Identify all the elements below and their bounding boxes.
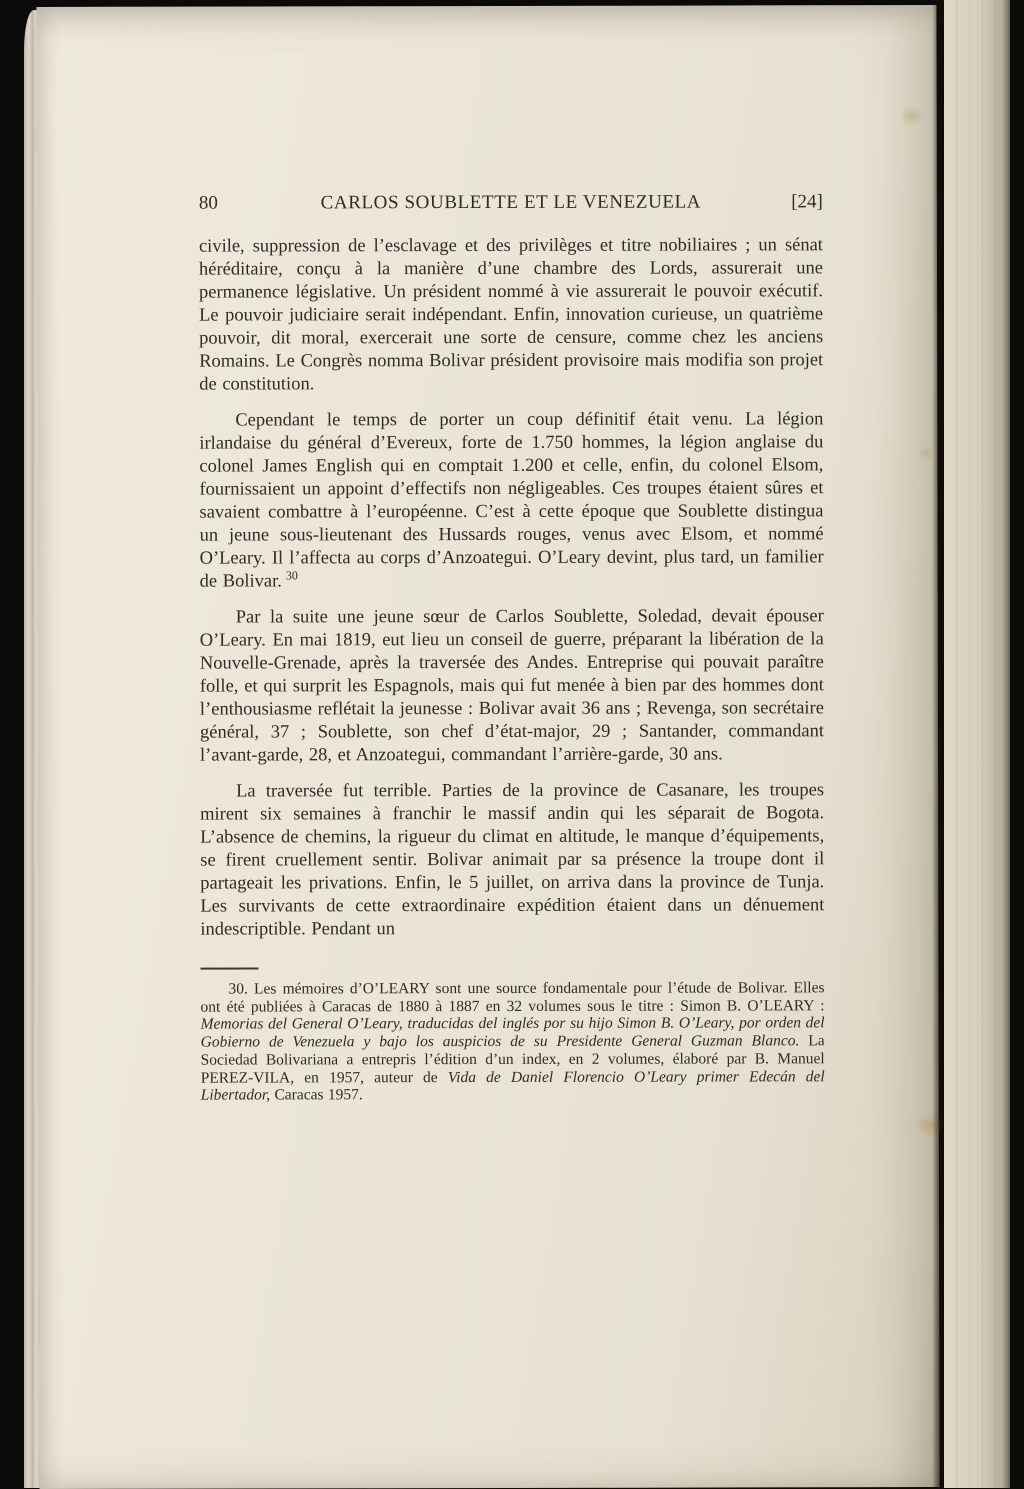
footnote-part-5: Caracas 1957. (270, 1086, 363, 1104)
footnote-part-3: La Sociedad Bolivariana a entrepris l’édition d’un index, en 2 volumes, élaboré par B. Manuel PEREZ-VILA, en 1957, auteur de (200, 1032, 825, 1087)
footnote-part-2-italic: Memorias del General O’Leary, traducidas del inglés por su hijo Simon B. O’Leary, por orden del Gobierno de Venezuela y bajo los auspicios de su Presidente General Guzman Blanco. (200, 1014, 825, 1051)
paragraph-4: La traversée fut terrible. Parties de la province de Casanare, les troupes mirent six semaines à franchir le massif andin qui les séparait de Bogota. L’absence de chemins, la rigueur du climat en altitude, le manque d’équipements, se firent cruellement sentir. Bolivar animait par sa présence la troupe dont il partageait les privations. Enfin, le 5 juillet, on arriva dans la province de Tunja. Les survivants de cette extraordinaire expédition étaient dans un dénuement indescriptible. Pendant un (200, 780, 825, 940)
paragraph-1: civile, suppression de l’esclavage et des privilèges et titre nobiliaires ; un sénat héréditaire, conçu à la manière d’une chambre des Lords, assurerait une permanence législative. Un président nommé à vie assurerait le pouvoir exécutif. Le pouvoir judiciaire serait indépendant. Enfin, innovation curieuse, un quatrième pouvoir, dit moral, exercerait une sorte de censure, comme chez les anciens Romains. Le Congrès nomma Bolivar président provisoire mais modifia son projet de constitution. (198, 235, 824, 395)
footnote-part-4-italic: Vida de Daniel Florencio O’Leary primer Edecán del Libertador, (200, 1067, 825, 1104)
running-title: CARLOS SOUBLETTE ET LE VENEZUELA (320, 191, 702, 214)
page-header (199, 191, 823, 214)
footnote-rule (200, 967, 258, 969)
paragraph-2-text: Cependant le temps de porter un coup définitif était venu. La légion irlandaise du général d’Evereux, forte de 1.750 hommes, la légion anglaise du colonel James English qui en comptait 1.200 et celle, enfin, du colonel Elsom, fournissaient un appoint d’effectifs non négligeables. Ces troupes étaient sûres et savaient combattre à l’européenne. C’est à cette époque que Soublette distingua un jeune sous-lieutenant des Hussards rouges, venus avec Elsom, et nommé O’Leary. Il l’affecta au corps d’Anzoategui. O’Leary devint, plus tard, un familier de Bolivar. (199, 409, 824, 592)
page-text-block (199, 191, 825, 1104)
paragraph-2 (199, 408, 823, 593)
footnote (200, 979, 824, 1104)
page-number: 80 (198, 192, 218, 214)
folio-number: [24] (791, 191, 823, 213)
footnote-part-1: 30. Les mémoires d’O’LEARY sont une source fondamentale pour l’étude de Bolivar. Elles ont été publiées à Caracas de 1880 à 1887 en 32 volumes sous le titre : Simon B. O’LEARY : (200, 979, 825, 1016)
footnote-reference: 30 (285, 568, 298, 583)
paper-stain (899, 105, 925, 127)
book-gutter (932, 0, 944, 1488)
book-page (36, 5, 939, 1489)
body-text (199, 234, 824, 941)
facing-page-edge (944, 0, 1010, 1488)
paragraph-3: Par la suite une jeune sœur de Carlos Soublette, Soledad, devait épouser O’Leary. En mai 1819, eut lieu un conseil de guerre, préparant la libération de la Nouvelle-Grenade, après la traversée des Andes. Entreprise qui pouvait paraître folle, et qui surprit les Espagnols, mais qui fut menée à bien par des hommes dont l’enthousiasme reflétait la jeunesse : Bolivar avait 36 ans ; Revenga, son secrétaire général, 37 ; Soublette, son chef d’état-major, 29 ; Santander, commandant l’avant-garde, 28, et Anzoategui, commandant l’arrière-garde, 30 ans. (199, 606, 824, 766)
